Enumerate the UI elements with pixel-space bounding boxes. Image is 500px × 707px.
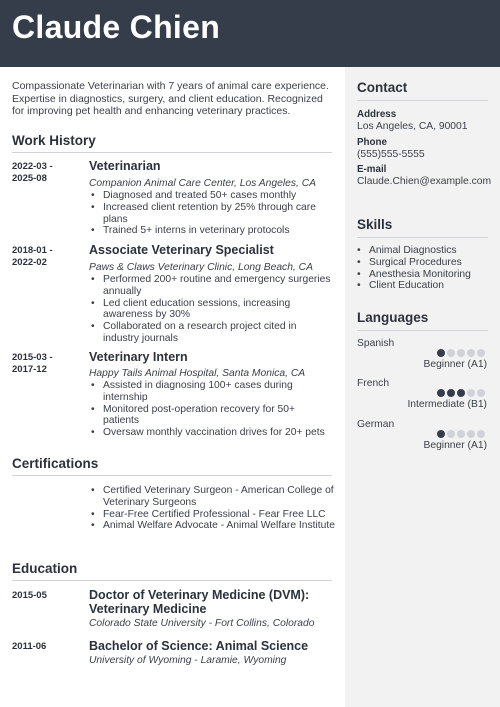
work-bullet: • Assisted in diagnosing 100+ cases during internship	[103, 380, 333, 404]
work-date-line: 2018-01 -	[12, 245, 53, 256]
work-title: Veterinary Intern	[89, 350, 188, 364]
work-bullet: • Diagnosed and treated 50+ cases monthly	[103, 190, 333, 202]
rating-dot	[437, 349, 445, 357]
work-bullet: • Trained 5+ interns in veterinary protocols	[103, 225, 333, 237]
language-name: French	[357, 378, 390, 389]
language-level: Beginner (A1)	[423, 440, 487, 451]
phone-label: Phone	[357, 137, 387, 148]
address-value: Los Angeles, CA, 90001	[357, 121, 468, 132]
summary-text: Compassionate Veterinarian with 7 years of animal care experience. Expertise in diagnostics, surgery, and client education. Recognized for improving pet health and enhancing veterinary practices.	[12, 80, 329, 117]
certifications-list	[89, 485, 343, 532]
work-bullet: • Collaborated on a research project cited in industry journals	[103, 321, 333, 345]
education-date: 2015-05	[12, 590, 47, 601]
work-date-line: 2017-12	[12, 364, 47, 375]
skill-item: • Surgical Procedures	[369, 257, 471, 269]
rating-dot	[447, 389, 455, 397]
education-heading: Education	[12, 561, 78, 576]
rating-dot	[437, 389, 445, 397]
language-rating	[437, 349, 485, 357]
resume-header	[0, 0, 500, 67]
education-divider	[12, 580, 332, 581]
work-title: Associate Veterinary Specialist	[89, 243, 274, 257]
work-bullet: • Monitored post-operation recovery for 50+ patients	[103, 404, 333, 428]
education-school: University of Wyoming - Laramie, Wyoming	[89, 655, 287, 666]
work-title: Veterinarian	[89, 159, 161, 173]
address-label: Address	[357, 109, 397, 120]
work-company: Happy Tails Animal Hospital, Santa Monica, CA	[89, 368, 306, 379]
work-bullets	[89, 190, 333, 237]
languages-divider	[357, 330, 488, 331]
language-rating	[437, 430, 485, 438]
work-company: Companion Animal Care Center, Los Angeles, CA	[89, 178, 317, 189]
work-bullets	[89, 274, 333, 345]
language-name: German	[357, 419, 395, 430]
phone-value: (555)555-5555	[357, 149, 425, 160]
work-bullets	[89, 380, 333, 439]
education-degree: Doctor of Veterinary Medicine (DVM): Veterinary Medicine	[89, 588, 310, 616]
rating-dot	[447, 430, 455, 438]
skills-list	[357, 245, 471, 292]
education-degree: Bachelor of Science: Animal Science	[89, 639, 309, 653]
skill-item: • Client Education	[369, 280, 471, 292]
work-date-line: 2022-02	[12, 257, 47, 268]
language-level: Intermediate (B1)	[407, 399, 487, 410]
work-bullet: • Increased client retention by 25% through care plans	[103, 202, 333, 226]
certifications-heading: Certifications	[12, 456, 99, 471]
email-label: E-mail	[357, 164, 387, 175]
work-bullet: • Oversaw monthly vaccination drives for 20+ pets	[103, 427, 333, 439]
skill-item: • Anesthesia Monitoring	[369, 269, 471, 281]
work-date-line: 2022-03 -	[12, 161, 53, 172]
work-history-heading: Work History	[12, 133, 96, 148]
rating-dot	[457, 430, 465, 438]
work-bullet: • Led client education sessions, increasing awareness by 30%	[103, 298, 333, 322]
contact-divider	[357, 100, 488, 101]
rating-dot	[457, 389, 465, 397]
certification-item: • Fear-Free Certified Professional - Fear Free LLC	[103, 509, 343, 521]
education-school: Colorado State University - Fort Collins, Colorado	[89, 618, 315, 629]
language-level: Beginner (A1)	[423, 359, 487, 370]
certification-item: • Animal Welfare Advocate - Animal Welfare Institute	[103, 520, 343, 532]
rating-dot	[477, 349, 485, 357]
work-date-line: 2015-03 -	[12, 352, 53, 363]
work-history-divider	[12, 152, 332, 153]
work-date-start	[12, 161, 82, 185]
skills-divider	[357, 237, 488, 238]
rating-dot	[447, 349, 455, 357]
work-date	[12, 245, 82, 269]
languages-heading: Languages	[357, 310, 429, 325]
sidebar	[345, 67, 500, 707]
work-date	[12, 352, 82, 376]
language-name: Spanish	[357, 338, 395, 349]
work-date-line: 2025-08	[12, 173, 47, 184]
certification-item: • Certified Veterinary Surgeon - American College of Veterinary Surgeons	[103, 485, 343, 509]
certifications-divider	[12, 475, 332, 476]
rating-dot	[437, 430, 445, 438]
rating-dot	[467, 349, 475, 357]
work-company: Paws & Claws Veterinary Clinic, Long Beach, CA	[89, 262, 313, 273]
email-value[interactable]: Claude.Chien@example.com	[357, 176, 492, 187]
language-rating	[437, 389, 485, 397]
work-bullet: • Performed 200+ routine and emergency surgeries annually	[103, 274, 333, 298]
rating-dot	[467, 430, 475, 438]
rating-dot	[457, 349, 465, 357]
rating-dot	[467, 389, 475, 397]
contact-heading: Contact	[357, 80, 408, 95]
skills-heading: Skills	[357, 217, 393, 232]
candidate-name: Claude Chien	[12, 9, 221, 45]
education-date: 2011-06	[12, 641, 47, 652]
rating-dot	[477, 430, 485, 438]
skill-item: • Animal Diagnostics	[369, 245, 471, 257]
rating-dot	[477, 389, 485, 397]
